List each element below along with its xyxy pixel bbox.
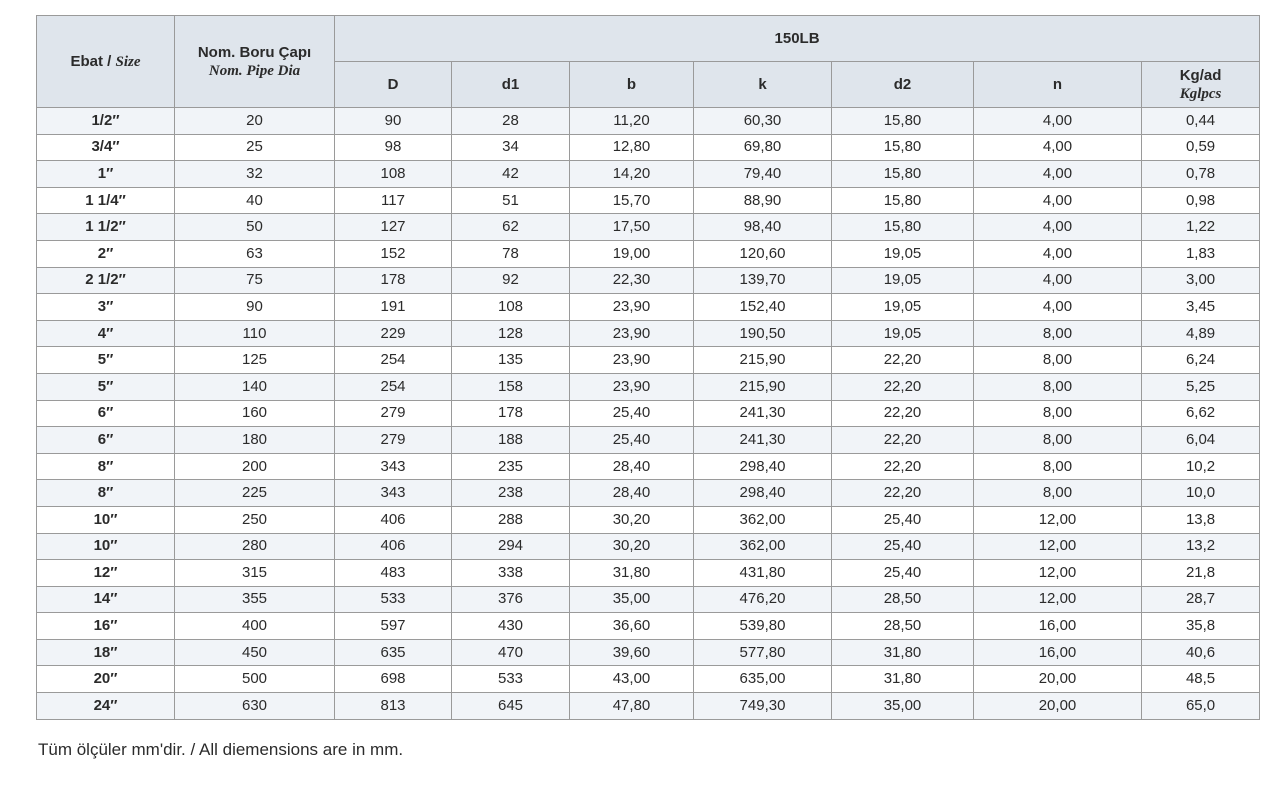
cell-kg: 65,0 (1142, 693, 1260, 720)
cell-d1: 288 (452, 506, 570, 533)
cell-d2: 35,00 (832, 693, 974, 720)
cell-size: 20″ (37, 666, 175, 693)
cell-d1: 645 (452, 693, 570, 720)
cell-k: 362,00 (694, 506, 832, 533)
cell-b: 23,90 (570, 347, 694, 374)
header-col-D: D (335, 62, 452, 108)
cell-n: 16,00 (974, 613, 1142, 640)
cell-b: 39,60 (570, 639, 694, 666)
cell-d2: 15,80 (832, 187, 974, 214)
cell-kg: 21,8 (1142, 560, 1260, 587)
cell-pipe-dia: 450 (175, 639, 335, 666)
cell-kg: 48,5 (1142, 666, 1260, 693)
cell-kg: 3,45 (1142, 294, 1260, 321)
cell-b: 12,80 (570, 134, 694, 161)
cell-size: 1 1/2″ (37, 214, 175, 241)
cell-b: 47,80 (570, 693, 694, 720)
cell-kg: 28,7 (1142, 586, 1260, 613)
cell-d1: 92 (452, 267, 570, 294)
footnote: Tüm ölçüler mm'dir. / All diemensions are in mm. (38, 740, 404, 759)
header-pipe-dia-en: Nom. Pipe Dia (208, 62, 301, 79)
cell-size: 3/4″ (37, 134, 175, 161)
table-row (37, 453, 1260, 480)
cell-pipe-dia: 63 (175, 240, 335, 267)
cell-D: 254 (335, 373, 452, 400)
cell-pipe-dia: 200 (175, 453, 335, 480)
table-row (37, 347, 1260, 374)
table-row (37, 187, 1260, 214)
table-header (37, 16, 1260, 108)
cell-k: 749,30 (694, 693, 832, 720)
cell-D: 229 (335, 320, 452, 347)
cell-n: 12,00 (974, 586, 1142, 613)
header-size-en: Size (115, 53, 141, 70)
cell-d2: 19,05 (832, 267, 974, 294)
cell-D: 635 (335, 639, 452, 666)
cell-k: 98,40 (694, 214, 832, 241)
cell-size: 16″ (37, 613, 175, 640)
cell-D: 108 (335, 161, 452, 188)
cell-pipe-dia: 180 (175, 427, 335, 454)
cell-b: 25,40 (570, 427, 694, 454)
cell-b: 28,40 (570, 453, 694, 480)
cell-n: 4,00 (974, 214, 1142, 241)
header-pipe-dia-tr: Nom. Boru Çapı (197, 43, 312, 61)
header-kg-en: Kglpcs (1179, 85, 1222, 102)
cell-d1: 470 (452, 639, 570, 666)
cell-d1: 28 (452, 108, 570, 135)
cell-D: 406 (335, 506, 452, 533)
cell-d2: 28,50 (832, 613, 974, 640)
cell-k: 88,90 (694, 187, 832, 214)
cell-n: 4,00 (974, 267, 1142, 294)
cell-size: 10″ (37, 506, 175, 533)
cell-kg: 1,22 (1142, 214, 1260, 241)
table-row (37, 427, 1260, 454)
cell-D: 813 (335, 693, 452, 720)
cell-kg: 13,8 (1142, 506, 1260, 533)
cell-kg: 0,78 (1142, 161, 1260, 188)
cell-size: 2″ (37, 240, 175, 267)
cell-d2: 25,40 (832, 560, 974, 587)
cell-n: 8,00 (974, 347, 1142, 374)
cell-D: 98 (335, 134, 452, 161)
cell-d1: 51 (452, 187, 570, 214)
cell-D: 406 (335, 533, 452, 560)
cell-d2: 15,80 (832, 108, 974, 135)
cell-kg: 3,00 (1142, 267, 1260, 294)
cell-pipe-dia: 40 (175, 187, 335, 214)
table-row (37, 400, 1260, 427)
header-col-kg (1142, 62, 1260, 108)
cell-b: 23,90 (570, 294, 694, 321)
cell-n: 8,00 (974, 480, 1142, 507)
cell-k: 577,80 (694, 639, 832, 666)
cell-b: 25,40 (570, 400, 694, 427)
cell-k: 539,80 (694, 613, 832, 640)
cell-D: 483 (335, 560, 452, 587)
cell-D: 343 (335, 453, 452, 480)
cell-d1: 34 (452, 134, 570, 161)
header-size-tr: Ebat / (70, 52, 112, 70)
cell-d2: 22,20 (832, 347, 974, 374)
cell-k: 60,30 (694, 108, 832, 135)
table-row (37, 108, 1260, 135)
cell-kg: 0,44 (1142, 108, 1260, 135)
cell-size: 4″ (37, 320, 175, 347)
cell-d2: 25,40 (832, 533, 974, 560)
header-pipe-dia (175, 16, 335, 108)
cell-D: 191 (335, 294, 452, 321)
header-size (37, 16, 175, 108)
flange-dimensions-table (36, 15, 1260, 720)
cell-D: 698 (335, 666, 452, 693)
cell-b: 15,70 (570, 187, 694, 214)
cell-k: 139,70 (694, 267, 832, 294)
cell-d1: 135 (452, 347, 570, 374)
cell-b: 30,20 (570, 533, 694, 560)
cell-D: 90 (335, 108, 452, 135)
table-row (37, 294, 1260, 321)
cell-n: 8,00 (974, 373, 1142, 400)
cell-d1: 376 (452, 586, 570, 613)
cell-pipe-dia: 25 (175, 134, 335, 161)
cell-size: 8″ (37, 453, 175, 480)
cell-k: 298,40 (694, 453, 832, 480)
cell-n: 4,00 (974, 187, 1142, 214)
cell-size: 2 1/2″ (37, 267, 175, 294)
cell-d2: 22,20 (832, 453, 974, 480)
cell-d2: 22,20 (832, 373, 974, 400)
cell-n: 8,00 (974, 453, 1142, 480)
cell-kg: 10,2 (1142, 453, 1260, 480)
cell-d2: 19,05 (832, 240, 974, 267)
cell-kg: 4,89 (1142, 320, 1260, 347)
cell-pipe-dia: 50 (175, 214, 335, 241)
cell-b: 11,20 (570, 108, 694, 135)
cell-n: 4,00 (974, 294, 1142, 321)
cell-size: 6″ (37, 400, 175, 427)
header-col-d1: d1 (452, 62, 570, 108)
cell-pipe-dia: 20 (175, 108, 335, 135)
cell-b: 36,60 (570, 613, 694, 640)
cell-d1: 188 (452, 427, 570, 454)
cell-n: 20,00 (974, 666, 1142, 693)
cell-d1: 108 (452, 294, 570, 321)
cell-d1: 294 (452, 533, 570, 560)
cell-d2: 19,05 (832, 294, 974, 321)
cell-b: 23,90 (570, 373, 694, 400)
cell-d1: 62 (452, 214, 570, 241)
table-row (37, 267, 1260, 294)
cell-D: 343 (335, 480, 452, 507)
flange-table-container (36, 15, 1259, 720)
cell-D: 279 (335, 400, 452, 427)
cell-b: 17,50 (570, 214, 694, 241)
cell-k: 241,30 (694, 400, 832, 427)
cell-d2: 22,20 (832, 480, 974, 507)
cell-d1: 78 (452, 240, 570, 267)
cell-size: 12″ (37, 560, 175, 587)
cell-pipe-dia: 630 (175, 693, 335, 720)
cell-pipe-dia: 250 (175, 506, 335, 533)
cell-k: 362,00 (694, 533, 832, 560)
cell-d1: 430 (452, 613, 570, 640)
cell-D: 117 (335, 187, 452, 214)
table-row (37, 693, 1260, 720)
cell-d2: 28,50 (832, 586, 974, 613)
cell-D: 279 (335, 427, 452, 454)
cell-size: 10″ (37, 533, 175, 560)
cell-size: 5″ (37, 373, 175, 400)
cell-b: 30,20 (570, 506, 694, 533)
cell-D: 533 (335, 586, 452, 613)
cell-d1: 238 (452, 480, 570, 507)
cell-n: 8,00 (974, 400, 1142, 427)
cell-d2: 25,40 (832, 506, 974, 533)
cell-size: 18″ (37, 639, 175, 666)
cell-d2: 15,80 (832, 134, 974, 161)
cell-pipe-dia: 140 (175, 373, 335, 400)
cell-size: 1 1/4″ (37, 187, 175, 214)
cell-k: 215,90 (694, 347, 832, 374)
cell-b: 35,00 (570, 586, 694, 613)
cell-kg: 10,0 (1142, 480, 1260, 507)
table-row (37, 666, 1260, 693)
cell-k: 120,60 (694, 240, 832, 267)
cell-d1: 42 (452, 161, 570, 188)
cell-pipe-dia: 75 (175, 267, 335, 294)
cell-size: 1″ (37, 161, 175, 188)
cell-d2: 31,80 (832, 666, 974, 693)
cell-b: 19,00 (570, 240, 694, 267)
table-row (37, 586, 1260, 613)
table-row (37, 320, 1260, 347)
cell-d2: 15,80 (832, 161, 974, 188)
cell-n: 12,00 (974, 506, 1142, 533)
cell-d1: 158 (452, 373, 570, 400)
cell-k: 635,00 (694, 666, 832, 693)
cell-kg: 0,59 (1142, 134, 1260, 161)
cell-k: 431,80 (694, 560, 832, 587)
cell-pipe-dia: 90 (175, 294, 335, 321)
cell-k: 152,40 (694, 294, 832, 321)
table-row (37, 134, 1260, 161)
cell-D: 254 (335, 347, 452, 374)
cell-kg: 0,98 (1142, 187, 1260, 214)
header-col-d2: d2 (832, 62, 974, 108)
cell-d2: 19,05 (832, 320, 974, 347)
table-row (37, 533, 1260, 560)
cell-b: 23,90 (570, 320, 694, 347)
cell-size: 1/2″ (37, 108, 175, 135)
table-row (37, 480, 1260, 507)
cell-kg: 6,04 (1142, 427, 1260, 454)
cell-size: 6″ (37, 427, 175, 454)
cell-d2: 31,80 (832, 639, 974, 666)
cell-kg: 6,62 (1142, 400, 1260, 427)
cell-n: 16,00 (974, 639, 1142, 666)
header-col-n: n (974, 62, 1142, 108)
cell-D: 597 (335, 613, 452, 640)
cell-k: 241,30 (694, 427, 832, 454)
cell-d2: 22,20 (832, 427, 974, 454)
table-row (37, 214, 1260, 241)
cell-k: 79,40 (694, 161, 832, 188)
cell-pipe-dia: 400 (175, 613, 335, 640)
cell-k: 476,20 (694, 586, 832, 613)
header-150lb: 150LB (335, 16, 1260, 62)
cell-b: 31,80 (570, 560, 694, 587)
table-row (37, 560, 1260, 587)
cell-kg: 5,25 (1142, 373, 1260, 400)
cell-n: 8,00 (974, 320, 1142, 347)
cell-size: 14″ (37, 586, 175, 613)
table-row (37, 639, 1260, 666)
header-col-b: b (570, 62, 694, 108)
cell-d1: 235 (452, 453, 570, 480)
cell-pipe-dia: 355 (175, 586, 335, 613)
cell-d1: 338 (452, 560, 570, 587)
cell-D: 127 (335, 214, 452, 241)
cell-n: 4,00 (974, 240, 1142, 267)
cell-size: 3″ (37, 294, 175, 321)
cell-k: 69,80 (694, 134, 832, 161)
header-col-k: k (694, 62, 832, 108)
table-body (37, 108, 1260, 720)
cell-n: 12,00 (974, 533, 1142, 560)
table-row (37, 506, 1260, 533)
cell-kg: 1,83 (1142, 240, 1260, 267)
cell-b: 28,40 (570, 480, 694, 507)
cell-n: 20,00 (974, 693, 1142, 720)
cell-d2: 15,80 (832, 214, 974, 241)
cell-size: 8″ (37, 480, 175, 507)
cell-d1: 533 (452, 666, 570, 693)
cell-b: 22,30 (570, 267, 694, 294)
table-row (37, 613, 1260, 640)
table-row (37, 373, 1260, 400)
table-row (37, 240, 1260, 267)
cell-n: 4,00 (974, 134, 1142, 161)
cell-d1: 178 (452, 400, 570, 427)
cell-b: 43,00 (570, 666, 694, 693)
cell-b: 14,20 (570, 161, 694, 188)
cell-pipe-dia: 225 (175, 480, 335, 507)
cell-pipe-dia: 160 (175, 400, 335, 427)
cell-n: 12,00 (974, 560, 1142, 587)
cell-k: 190,50 (694, 320, 832, 347)
cell-pipe-dia: 110 (175, 320, 335, 347)
cell-n: 4,00 (974, 161, 1142, 188)
cell-D: 152 (335, 240, 452, 267)
cell-kg: 6,24 (1142, 347, 1260, 374)
cell-kg: 40,6 (1142, 639, 1260, 666)
cell-n: 4,00 (974, 108, 1142, 135)
cell-kg: 13,2 (1142, 533, 1260, 560)
cell-d2: 22,20 (832, 400, 974, 427)
cell-D: 178 (335, 267, 452, 294)
cell-pipe-dia: 280 (175, 533, 335, 560)
cell-pipe-dia: 500 (175, 666, 335, 693)
table-row (37, 161, 1260, 188)
cell-size: 24″ (37, 693, 175, 720)
cell-size: 5″ (37, 347, 175, 374)
header-kg-tr: Kg/ad (1179, 66, 1222, 84)
cell-n: 8,00 (974, 427, 1142, 454)
cell-k: 298,40 (694, 480, 832, 507)
cell-d1: 128 (452, 320, 570, 347)
cell-pipe-dia: 32 (175, 161, 335, 188)
cell-kg: 35,8 (1142, 613, 1260, 640)
cell-pipe-dia: 315 (175, 560, 335, 587)
cell-k: 215,90 (694, 373, 832, 400)
cell-pipe-dia: 125 (175, 347, 335, 374)
